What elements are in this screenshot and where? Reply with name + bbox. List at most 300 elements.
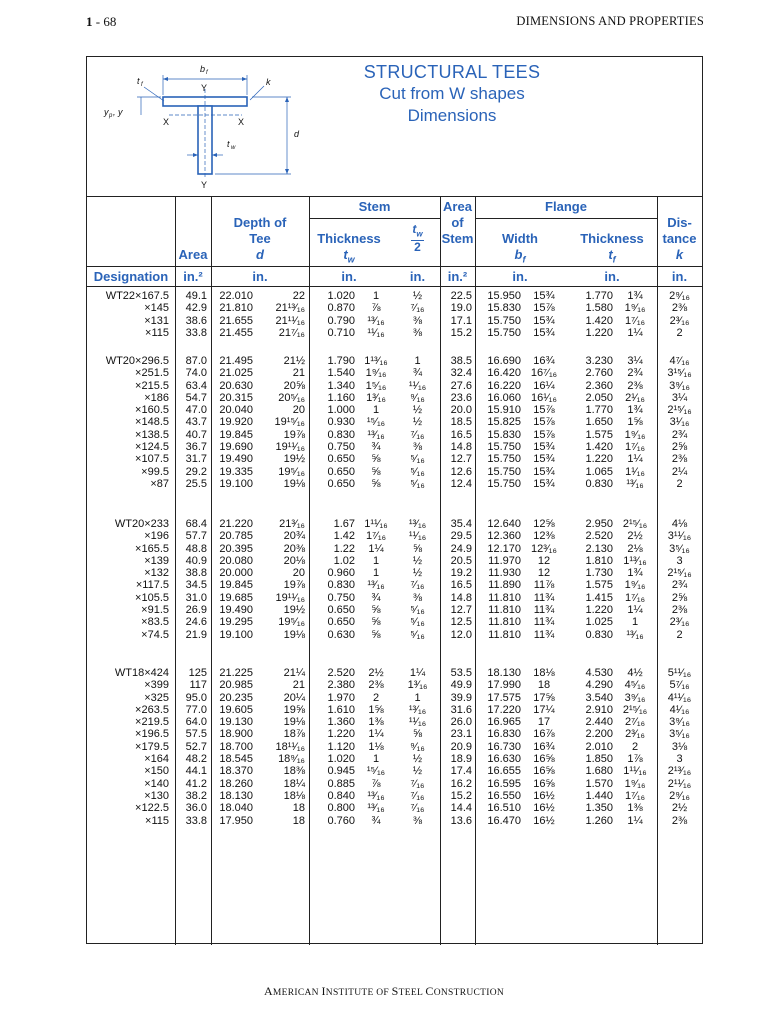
cell-half-tw: ⁷⁄₁₆ — [410, 802, 425, 815]
cell-designation: ×148.5 — [135, 416, 169, 429]
yp-label: y — [104, 107, 109, 117]
cell-stem-thickness-fraction: ¹³⁄₁₆ — [367, 579, 385, 592]
cell-flange-width-fraction: 15¾ — [533, 477, 555, 490]
cell-depth-decimal: 22.010 — [219, 290, 253, 302]
cell-designation: ×160.5 — [135, 404, 169, 417]
cell-flange-thickness-fraction: 1⁹⁄₁₆ — [624, 302, 646, 315]
cell-half-tw: 1 — [414, 355, 421, 367]
cell-flange-width-decimal: 11.890 — [488, 579, 521, 592]
cell-area-of-stem: 53.5 — [450, 667, 472, 679]
cell-flange-width-decimal: 15.750 — [487, 477, 521, 490]
cell-area: 125 — [188, 667, 207, 679]
cell-flange-thickness-decimal: 1.850 — [585, 753, 613, 766]
cell-k-distance: 2⅜ — [671, 604, 688, 617]
cell-flange-thickness-decimal: 2.200 — [585, 728, 613, 741]
shape-group — [87, 290, 702, 339]
cell-depth-fraction: 21¹¹⁄₁₆ — [275, 314, 305, 327]
cell-flange-thickness-fraction: ¹³⁄₁₆ — [626, 477, 644, 490]
cell-half-tw: ½ — [412, 290, 423, 302]
cell-half-tw: ½ — [412, 753, 423, 766]
cell-half-tw: ⁵⁄₁₆ — [410, 604, 425, 617]
cell-depth-decimal: 19.100 — [219, 628, 253, 641]
cell-depth-fraction: 18⅜ — [283, 765, 305, 778]
cell-k-distance: 3 — [676, 554, 683, 567]
cell-flange-width-decimal: 16.470 — [487, 814, 521, 827]
cell-flange-width-decimal: 11.810 — [488, 604, 521, 617]
cell-area-of-stem: 19.2 — [450, 567, 472, 580]
cell-stem-thickness-fraction: 1 — [372, 753, 380, 766]
cell-flange-width-fraction: 17⅝ — [533, 691, 555, 704]
cell-half-tw: ⅜ — [412, 814, 423, 827]
cell-flange-thickness-decimal: 1.350 — [585, 802, 613, 815]
cell-k-distance: 3⁹⁄₁₆ — [669, 379, 690, 392]
cell-half-tw: ⁷⁄₁₆ — [410, 789, 425, 802]
cell-half-tw: ½ — [412, 554, 423, 567]
cell-area-of-stem: 27.6 — [450, 379, 472, 392]
cell-depth-decimal: 19.295 — [219, 616, 253, 629]
cell-depth-fraction: 21¼ — [283, 667, 305, 679]
cell-area-of-stem: 12.7 — [450, 604, 472, 617]
cell-depth-fraction: 18⁹⁄₁₆ — [278, 753, 305, 766]
cell-flange-width-decimal: 11.930 — [488, 567, 521, 580]
cell-stem-thickness-fraction: 2½ — [368, 667, 384, 679]
cell-half-tw: ⁹⁄₁₆ — [410, 740, 425, 753]
cell-area-of-stem: 23.1 — [450, 728, 472, 741]
cell-area: 57.5 — [185, 728, 207, 741]
tf-sub-label: f — [141, 82, 143, 88]
cell-k-distance: 5¹¹⁄₁₆ — [667, 667, 692, 679]
cell-depth-decimal: 20.395 — [219, 542, 253, 555]
unit-width: in. — [512, 269, 528, 284]
cell-stem-thickness-decimal: 0.650 — [327, 477, 355, 490]
cell-flange-thickness-fraction: 2¹⁵⁄₁₆ — [622, 518, 648, 530]
cell-flange-width-decimal: 15.950 — [487, 290, 521, 302]
cell-area-of-stem: 20.5 — [450, 554, 472, 567]
cell-stem-thickness-fraction: ⅝ — [371, 628, 381, 641]
cell-area-of-stem: 12.0 — [450, 628, 472, 641]
cell-designation: ×165.5 — [135, 542, 169, 555]
cell-area-of-stem: 16.5 — [450, 428, 472, 441]
cell-area-of-stem: 15.2 — [450, 326, 472, 339]
cell-flange-width-fraction: 16⅝ — [533, 777, 555, 790]
table-row — [87, 327, 702, 339]
cell-depth-decimal: 21.655 — [219, 314, 253, 327]
cell-k-distance: 3¹¹⁄₁₆ — [667, 530, 692, 543]
cell-area: 40.7 — [185, 428, 207, 441]
cell-half-tw: ⁷⁄₁₆ — [410, 579, 425, 592]
cell-depth-fraction: 20¾ — [283, 530, 305, 543]
cell-half-tw: ¹¹⁄₁₆ — [408, 530, 427, 543]
cell-area: 25.5 — [185, 477, 207, 490]
cell-flange-width-fraction: 15¾ — [533, 290, 555, 302]
header-area-of-stem-line-2: of — [451, 215, 464, 230]
cell-flange-width-decimal: 15.825 — [487, 416, 521, 429]
cell-area: 34.5 — [185, 579, 207, 592]
cell-stem-thickness-decimal: 0.630 — [327, 628, 355, 641]
cell-half-tw: ¹³⁄₁₆ — [408, 703, 427, 716]
cell-designation: WT22×167.5 — [105, 290, 169, 302]
table-row — [87, 530, 702, 542]
cell-k-distance: 2¹⁵⁄₁₆ — [667, 567, 692, 580]
cell-half-tw: ⁷⁄₁₆ — [410, 777, 425, 790]
cell-flange-thickness-decimal: 1.680 — [585, 765, 613, 778]
cell-flange-thickness-fraction: 1¾ — [627, 404, 643, 417]
cell-depth-decimal: 18.900 — [219, 728, 253, 741]
table-row — [87, 728, 702, 740]
cell-depth-decimal: 21.455 — [219, 326, 253, 339]
cell-depth-decimal: 18.130 — [219, 789, 253, 802]
cell-flange-width-fraction: 16⅞ — [533, 728, 555, 741]
cell-flange-width-fraction: 15⅞ — [533, 404, 555, 417]
cell-area-of-stem: 14.8 — [450, 441, 472, 454]
cell-k-distance: 2⅝ — [671, 591, 688, 604]
cell-k-distance: 2¼ — [671, 465, 688, 478]
cell-depth-decimal: 18.040 — [219, 802, 253, 815]
header-stem-thickness — [309, 231, 389, 268]
cell-flange-thickness-decimal: 1.650 — [585, 416, 613, 429]
cell-k-distance: 2⅜ — [671, 814, 688, 827]
cell-flange-width-fraction: 17¼ — [533, 703, 555, 716]
cell-flange-width-decimal: 12.170 — [487, 542, 521, 555]
cell-flange-width-decimal: 16.060 — [487, 391, 521, 404]
header-width-symbol: $b_f$ — [514, 247, 526, 265]
cell-flange-width-fraction: 17 — [537, 716, 551, 729]
cell-flange-thickness-decimal: 1.570 — [585, 777, 613, 790]
table-row — [87, 815, 702, 827]
cell-flange-thickness-decimal: 2.130 — [585, 542, 613, 555]
cell-stem-thickness-fraction: ¹⁵⁄₁₆ — [366, 416, 386, 429]
cell-area: 95.0 — [185, 691, 207, 704]
cell-flange-thickness-fraction: 1⅝ — [627, 416, 643, 429]
cell-area: 42.9 — [185, 302, 207, 315]
cell-k-distance: 2⁹⁄₁₆ — [669, 290, 690, 302]
cell-stem-thickness-fraction: ⅝ — [371, 453, 381, 466]
cell-area: 74.0 — [185, 367, 207, 380]
unit-distance: in. — [671, 269, 688, 284]
table-row — [87, 790, 702, 802]
cell-designation: ×139 — [144, 554, 169, 567]
table-row — [87, 543, 702, 555]
cell-area-of-stem: 22.5 — [450, 290, 472, 302]
cell-flange-thickness-fraction: 1¼ — [627, 326, 643, 339]
cell-flange-width-decimal: 11.810 — [488, 591, 521, 604]
cell-flange-thickness-decimal: 1.575 — [585, 428, 613, 441]
cell-stem-thickness-decimal: 1.120 — [327, 740, 355, 753]
cell-stem-thickness-fraction: ¹⁵⁄₁₆ — [366, 765, 386, 778]
cell-stem-thickness-fraction: ⅞ — [371, 302, 381, 315]
cell-stem-thickness-decimal: 1.610 — [327, 703, 355, 716]
cell-flange-width-fraction: 11⅞ — [533, 579, 555, 592]
cell-k-distance: 2½ — [671, 802, 688, 815]
table-row — [87, 518, 702, 530]
cell-designation: ×196.5 — [135, 728, 169, 741]
cell-area-of-stem: 14.4 — [450, 802, 472, 815]
cell-flange-width-decimal: 16.420 — [487, 367, 521, 380]
cell-stem-thickness-decimal: 0.750 — [327, 591, 355, 604]
cell-flange-width-fraction: 11¾ — [533, 591, 555, 604]
cell-flange-thickness-fraction: 1¹¹⁄₁₆ — [623, 765, 647, 778]
cell-flange-thickness-fraction: 1¼ — [627, 814, 643, 827]
cell-flange-width-fraction: 15¾ — [533, 441, 555, 454]
cell-k-distance: 4⁷⁄₁₆ — [669, 355, 690, 367]
cell-flange-width-decimal: 15.750 — [487, 453, 521, 466]
cell-flange-width-fraction: 18 — [537, 679, 551, 692]
cell-designation: ×117.5 — [135, 579, 169, 592]
header-distance-symbol: k — [675, 247, 684, 262]
table-row — [87, 753, 702, 765]
cell-flange-width-decimal: 17.220 — [487, 703, 521, 716]
rule-under-diagram — [87, 196, 702, 197]
header-area-of-stem — [440, 199, 475, 247]
cell-stem-thickness-fraction: 1³⁄₁₆ — [366, 391, 386, 404]
cell-flange-thickness-decimal: 1.440 — [585, 789, 613, 802]
table-row — [87, 404, 702, 416]
cell-flange-width-decimal: 16.550 — [487, 789, 521, 802]
unit-half-tw: in. — [409, 269, 426, 284]
y-axis-top-label: Y — [201, 83, 208, 93]
cell-stem-thickness-decimal: 0.870 — [327, 302, 355, 315]
header-half-tw — [395, 223, 440, 254]
cell-designation: ×87 — [150, 477, 169, 490]
cell-stem-thickness-decimal: 0.960 — [327, 567, 355, 580]
cell-area-of-stem: 49.9 — [450, 679, 472, 692]
cell-area: 31.7 — [185, 453, 207, 466]
cell-flange-thickness-decimal: 2.440 — [585, 716, 613, 729]
cell-area: 54.7 — [185, 391, 207, 404]
cell-designation: ×115 — [145, 326, 169, 339]
cell-flange-thickness-fraction: 2⅛ — [627, 542, 643, 555]
unit-depth: in. — [252, 269, 268, 284]
cell-designation: ×215.5 — [135, 379, 169, 392]
cell-designation: ×115 — [145, 814, 169, 827]
cell-designation: WT20×233 — [114, 518, 169, 530]
cell-flange-width-fraction: 11¾ — [533, 604, 555, 617]
cell-flange-width-decimal: 15.750 — [487, 326, 521, 339]
cell-designation: ×251.5 — [135, 367, 169, 380]
cell-depth-fraction: 19⅞ — [283, 428, 305, 441]
cell-flange-thickness-decimal: 1.770 — [585, 290, 613, 302]
cell-area: 43.7 — [185, 416, 207, 429]
cell-depth-fraction: 19⅝ — [283, 703, 305, 716]
cell-depth-decimal: 18.545 — [219, 753, 253, 766]
cell-flange-thickness-decimal: 1.420 — [585, 441, 613, 454]
header-area: Area — [178, 247, 208, 262]
cell-flange-thickness-decimal: 1.220 — [585, 453, 613, 466]
cell-flange-width-fraction: 16½ — [533, 802, 555, 815]
title-line-1: STRUCTURAL TEES — [363, 62, 541, 82]
cell-flange-width-decimal: 12.640 — [487, 518, 521, 530]
cell-flange-thickness-fraction: 1¼ — [627, 453, 643, 466]
cell-stem-thickness-decimal: 1.160 — [327, 391, 355, 404]
cell-flange-thickness-fraction: 1¾ — [627, 567, 643, 580]
cell-stem-thickness-decimal: 1.42 — [333, 530, 355, 543]
header-stem-thickness-symbol: $t_w$ — [343, 247, 355, 265]
cell-k-distance: 3¹⁵⁄₁₆ — [667, 367, 692, 380]
header-depth-symbol: d — [256, 247, 264, 262]
cell-flange-thickness-fraction: 3⁹⁄₁₆ — [624, 691, 646, 704]
cell-area: 33.8 — [185, 326, 207, 339]
cell-depth-fraction: 19⁵⁄₁₆ — [278, 465, 305, 478]
cell-half-tw: ½ — [412, 416, 423, 429]
cell-flange-thickness-decimal: 1.420 — [585, 314, 613, 327]
cell-designation: ×196 — [144, 530, 169, 543]
cell-area-of-stem: 26.0 — [450, 716, 472, 729]
cell-stem-thickness-fraction: 1⅜ — [368, 716, 384, 729]
tw-sub-label: w — [231, 145, 236, 151]
cell-stem-thickness-decimal: 0.930 — [327, 416, 355, 429]
cell-designation: ×122.5 — [135, 802, 169, 815]
cell-flange-width-decimal: 15.830 — [487, 428, 521, 441]
cell-flange-width-fraction: 16½ — [533, 814, 555, 827]
cell-stem-thickness-decimal: 0.760 — [327, 814, 355, 827]
cell-depth-decimal: 19.690 — [219, 441, 253, 454]
cell-depth-decimal: 19.920 — [219, 416, 253, 429]
header-depth-line-2: Tee — [249, 231, 271, 246]
cell-area: 24.6 — [185, 616, 207, 629]
cell-depth-decimal: 18.260 — [219, 777, 253, 790]
table-title — [307, 61, 597, 127]
table-row — [87, 592, 702, 604]
cell-designation: ×219.5 — [135, 716, 169, 729]
rule-flange — [475, 218, 657, 219]
table-row — [87, 604, 702, 616]
cell-stem-thickness-fraction: ¹³⁄₁₆ — [367, 789, 385, 802]
cell-k-distance: 2 — [676, 326, 683, 339]
cell-flange-thickness-fraction: 1 — [631, 616, 639, 629]
cell-depth-fraction: 18¹¹⁄₁₆ — [275, 740, 305, 753]
cell-area: 21.9 — [185, 628, 207, 641]
cell-depth-decimal: 21.025 — [219, 367, 253, 380]
shape-group — [87, 355, 702, 490]
cell-area: 33.8 — [185, 814, 207, 827]
cell-depth-decimal: 20.985 — [219, 679, 253, 692]
cell-flange-thickness-fraction: 1⅞ — [627, 753, 643, 766]
cell-k-distance: 2¾ — [671, 579, 688, 592]
cell-area-of-stem: 15.2 — [450, 789, 472, 802]
cell-depth-fraction: 21½ — [283, 355, 305, 367]
cell-area-of-stem: 19.0 — [450, 302, 472, 315]
cell-flange-width-decimal: 16.730 — [487, 740, 521, 753]
shape-group — [87, 518, 702, 641]
table-row — [87, 579, 702, 591]
cell-stem-thickness-decimal: 1.020 — [327, 290, 355, 302]
cell-k-distance: 2¹¹⁄₁₆ — [667, 777, 692, 790]
table-row — [87, 802, 702, 814]
cell-flange-thickness-fraction: 3¼ — [627, 355, 643, 367]
cell-stem-thickness-fraction: 1 — [372, 554, 380, 567]
cell-area-of-stem: 32.4 — [450, 367, 472, 380]
cell-stem-thickness-decimal: 0.885 — [327, 777, 355, 790]
cell-stem-thickness-fraction: ¹³⁄₁₆ — [367, 802, 385, 815]
y-axis-bottom-label: Y — [201, 180, 208, 190]
cell-flange-thickness-fraction: 1⁷⁄₁₆ — [624, 591, 646, 604]
cell-area: 36.7 — [185, 441, 207, 454]
cell-depth-decimal: 18.370 — [219, 765, 253, 778]
cell-half-tw: ⅜ — [412, 326, 423, 339]
cell-stem-thickness-decimal: 0.840 — [327, 789, 355, 802]
cell-area: 38.2 — [185, 789, 207, 802]
cell-k-distance: 2 — [676, 628, 683, 641]
cell-depth-decimal: 18.700 — [219, 740, 253, 753]
cell-flange-thickness-fraction: 2 — [631, 740, 639, 753]
header-depth — [211, 215, 309, 263]
bf-label: b — [200, 64, 206, 74]
cell-area: 38.8 — [185, 567, 207, 580]
cell-flange-thickness-decimal: 3.230 — [585, 355, 613, 367]
cell-area: 49.1 — [185, 290, 207, 302]
cell-half-tw: ⁵⁄₁₆ — [410, 616, 425, 629]
cell-depth-fraction: 19½ — [283, 604, 305, 617]
cell-flange-width-fraction: 15⅞ — [533, 416, 555, 429]
cell-flange-width-fraction: 11¾ — [533, 628, 555, 641]
cell-stem-thickness-decimal: 0.830 — [327, 579, 355, 592]
cell-designation: ×325 — [144, 691, 169, 704]
publisher-footer: AMERICAN INSTITUTE OF STEEL CONSTRUCTION — [263, 984, 505, 998]
cell-stem-thickness-decimal: 1.540 — [327, 367, 355, 380]
cell-k-distance: 2 — [676, 477, 683, 490]
cell-flange-width-fraction: 15⅞ — [533, 428, 555, 441]
cell-area-of-stem: 23.6 — [450, 391, 472, 404]
cell-flange-thickness-fraction: 2¹⁄₁₆ — [625, 391, 645, 404]
cell-area-of-stem: 16.2 — [450, 777, 472, 790]
table-row — [87, 629, 702, 641]
header-distance-line-1: Dis- — [667, 215, 692, 230]
table-row — [87, 567, 702, 579]
cell-stem-thickness-fraction: ¾ — [371, 814, 381, 827]
table-row — [87, 616, 702, 628]
table-row — [87, 290, 702, 302]
table-row — [87, 716, 702, 728]
title-line-3: Dimensions — [407, 106, 497, 125]
cell-depth-fraction: 22 — [292, 290, 305, 302]
cell-depth-decimal: 20.315 — [219, 391, 253, 404]
cell-half-tw: ⁵⁄₁₆ — [410, 453, 425, 466]
cell-area: 87.0 — [185, 355, 207, 367]
cell-depth-decimal: 21.225 — [219, 667, 253, 679]
cell-depth-decimal: 20.040 — [219, 404, 253, 417]
cell-flange-width-fraction: 16⅝ — [533, 753, 555, 766]
cell-stem-thickness-decimal: 0.650 — [327, 453, 355, 466]
cell-designation: ×132 — [144, 567, 169, 580]
cell-area-of-stem: 13.6 — [450, 814, 472, 827]
cell-flange-thickness-fraction: 1⁷⁄₁₆ — [624, 314, 646, 327]
cell-flange-thickness-fraction: 4⁵⁄₁₆ — [624, 679, 646, 692]
cell-flange-thickness-fraction: 2¹⁵⁄₁₆ — [622, 703, 648, 716]
cell-flange-thickness-fraction: ¹³⁄₁₆ — [626, 628, 644, 641]
cell-stem-thickness-decimal: 1.220 — [327, 728, 355, 741]
tf-label: t — [137, 76, 140, 86]
cell-designation: ×124.5 — [135, 441, 169, 454]
cell-designation: ×91.5 — [141, 604, 169, 617]
header-stem-thickness-label: Thickness — [317, 231, 381, 246]
cell-depth-decimal: 19.490 — [219, 453, 253, 466]
cell-depth-decimal: 19.845 — [219, 428, 253, 441]
cell-depth-decimal: 21.220 — [219, 518, 253, 530]
cell-depth-fraction: 19⅛ — [283, 716, 305, 729]
cell-flange-thickness-decimal: 1.025 — [585, 616, 613, 629]
cell-area: 44.1 — [185, 765, 207, 778]
table-row — [87, 778, 702, 790]
cell-flange-width-decimal: 16.965 — [487, 716, 521, 729]
cell-area-of-stem: 20.9 — [450, 740, 472, 753]
table-row — [87, 380, 702, 392]
cell-area: 36.0 — [185, 802, 207, 815]
cell-flange-width-decimal: 17.990 — [487, 679, 521, 692]
header-width — [475, 231, 565, 268]
cell-depth-decimal: 19.490 — [219, 604, 253, 617]
cell-designation: WT18×424 — [114, 667, 169, 679]
cell-k-distance: 3⁹⁄₁₆ — [669, 716, 690, 729]
